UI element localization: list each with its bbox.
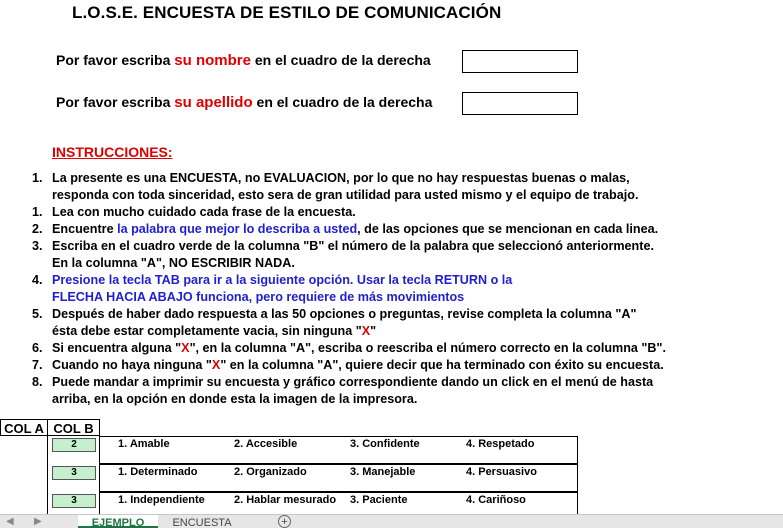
instruction-text-part: " en la columna "A", quiere decir que ha terminado con éxito su encuesta. (220, 358, 664, 372)
instruction-text-part: Encuentre (52, 222, 118, 236)
instruction-text (52, 272, 512, 289)
instruction-number: 6. (32, 341, 43, 355)
surname-prompt-highlight: su apellido (174, 94, 253, 111)
instruction-text-part: , de las opciones que se mencionan en cada linea. (357, 222, 659, 236)
instruction-text-part: Después de haber dado respuesta a las 50 opciones o preguntas, revise completa la columna "A" (52, 307, 637, 321)
col-a-header[interactable]: COL A (0, 419, 48, 436)
option-label: 3. Manejable (350, 466, 416, 478)
col-b-cell (48, 436, 100, 464)
instruction-text (52, 204, 356, 221)
option-label: 2. Accesible (234, 438, 298, 450)
instruction-text (52, 323, 376, 340)
instruction-number: 2. (32, 222, 43, 236)
instruction-text-part: X (361, 324, 371, 338)
option-label: 1. Amable (118, 438, 170, 450)
col-a-cell[interactable] (0, 436, 48, 464)
tab-ejemplo[interactable]: EJEMPLO (78, 515, 158, 528)
instruction-number: 3. (32, 239, 43, 253)
option-label: 3. Paciente (350, 494, 408, 506)
scroll-left-icon[interactable]: ◀ (6, 516, 14, 527)
instruction-text (52, 255, 295, 272)
instruction-text-part: Cuando no haya ninguna " (52, 358, 212, 372)
instructions-title: INSTRUCCIONES: (52, 144, 173, 160)
instruction-text-part: ésta debe estar completamente vacia, sin ninguna " (52, 324, 362, 338)
page-title: L.O.S.E. ENCUESTA DE ESTILO DE COMUNICACIÓN (72, 3, 502, 22)
option-label: 4. Persuasivo (466, 466, 537, 478)
instruction-text-part: arriba, en la opción en donde esta la imagen de la impresora. (52, 392, 418, 406)
instruction-text-part: X (211, 358, 221, 372)
tab-encuesta[interactable]: ENCUESTA (172, 517, 232, 528)
table-row (0, 464, 783, 492)
instruction-number: 1. (32, 171, 43, 185)
instruction-number: 1. (32, 205, 43, 219)
instruction-text-part: En la columna "A", NO ESCRIBIR NADA. (52, 256, 295, 270)
instruction-text (52, 238, 654, 255)
name-prompt (56, 52, 431, 69)
answer-input[interactable]: 2 (52, 438, 96, 452)
add-sheet-icon[interactable]: + (278, 515, 291, 528)
col-a-cell[interactable] (0, 464, 48, 492)
name-prompt-highlight: su nombre (174, 52, 251, 69)
instruction-text-part: responda con toda sinceridad, esto sera de gran utilidad para usted mismo y el equipo de trabajo. (52, 188, 639, 202)
instruction-number: 4. (32, 273, 43, 287)
instruction-text (52, 374, 653, 391)
instruction-text-part: la palabra que mejor lo describa a usted (117, 222, 358, 236)
option-label: 4. Respetado (466, 438, 535, 450)
answer-input[interactable]: 3 (52, 466, 96, 480)
surname-prompt-before: Por favor escriba (56, 94, 175, 110)
instruction-text (52, 306, 636, 323)
col-b-cell (48, 464, 100, 492)
instruction-text (52, 289, 464, 306)
instruction-text-part: ", en la columna "A", escriba o reescriba el número correcto en la columna "B". (189, 341, 666, 355)
instruction-text (52, 357, 664, 374)
instruction-text-part: Si encuentra alguna " (52, 341, 182, 355)
instruction-text-part: Escriba en el cuadro verde de la columna "B" el número de la palabra que seleccionó anteriormente. (52, 239, 654, 253)
instruction-number: 5. (32, 307, 43, 321)
instruction-number: 8. (32, 375, 43, 389)
option-label: 1. Independiente (118, 494, 205, 506)
instruction-text (52, 170, 630, 187)
instruction-text-part: " (370, 324, 377, 338)
instruction-text-part: FLECHA HACIA ABAJO funciona, pero requiere de más movimientos (52, 290, 465, 304)
instruction-text-part: Lea con mucho cuidado cada frase de la encuesta. (52, 205, 356, 219)
instruction-text-part: La presente es una ENCUESTA, no EVALUACION, por lo que no hay respuestas buenas o malas, (52, 171, 630, 185)
col-b-header[interactable]: COL B (47, 419, 100, 436)
instruction-text (52, 221, 658, 238)
answer-input[interactable]: 3 (52, 494, 96, 508)
instruction-text (52, 391, 417, 408)
instruction-number: 7. (32, 358, 43, 372)
instruction-text-part: X (181, 341, 190, 355)
scroll-right-icon[interactable]: ▶ (34, 516, 42, 527)
surname-prompt-after: en el cuadro de la derecha (252, 94, 433, 110)
instruction-text-part: Presione la tecla TAB para ir a la siguiente opción. Usar la tecla RETURN o la (52, 273, 513, 287)
table-row (0, 436, 783, 464)
option-label: 3. Confidente (350, 438, 420, 450)
option-label: 4. Cariñoso (466, 494, 526, 506)
instruction-text (52, 340, 666, 357)
option-label: 1. Determinado (118, 466, 198, 478)
surname-input[interactable] (462, 92, 578, 115)
option-label: 2. Organizado (234, 466, 307, 478)
sheet-tab-bar (0, 514, 783, 528)
name-prompt-after: en el cuadro de la derecha (250, 52, 431, 68)
instruction-text-part: Puede mandar a imprimir su encuesta y gráfico correspondiente dando un click en el menú de hasta (52, 375, 654, 389)
instruction-text (52, 187, 638, 204)
name-input[interactable] (462, 50, 578, 73)
option-label: 2. Hablar mesurado (234, 494, 337, 506)
surname-prompt (56, 94, 432, 111)
name-prompt-before: Por favor escriba (56, 52, 175, 68)
